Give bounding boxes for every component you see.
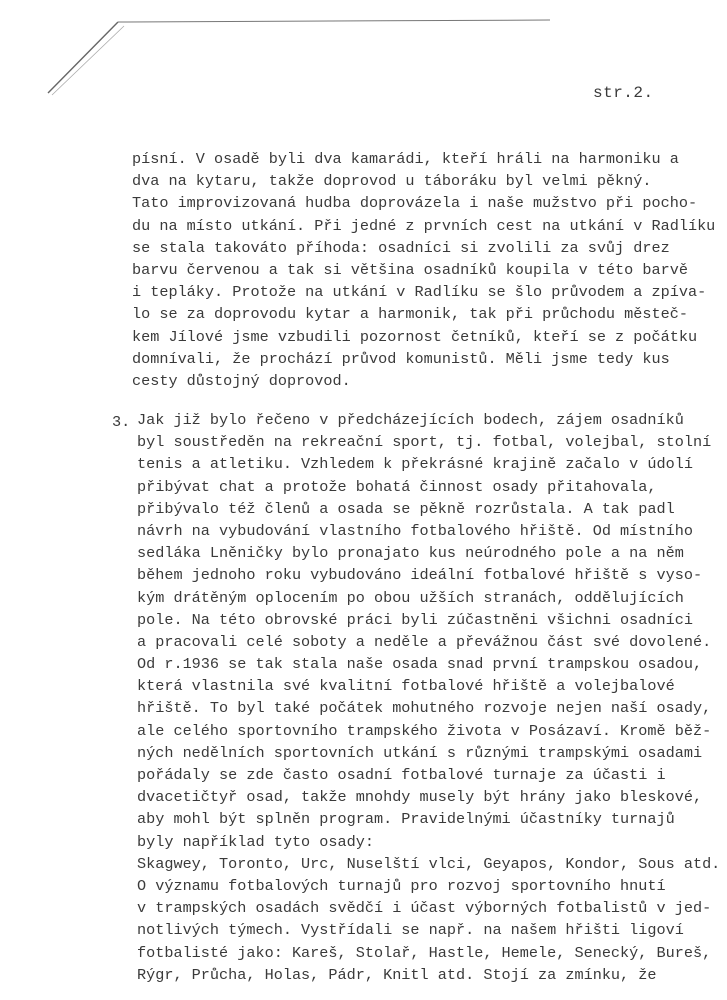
paragraph-2 bbox=[137, 409, 720, 986]
text-line: ných nedělních sportovních utkání s různými trampskými osadami bbox=[137, 743, 703, 762]
text-line: Od r.1936 se tak stala naše osada snad první trampskou osadou, bbox=[137, 655, 703, 674]
text-line: hřiště. To byl také počátek mohutného rozvoje nejen naší osady, bbox=[137, 699, 712, 718]
text-line: fotbalisté jako: Kareš, Stolař, Hastle, Hemele, Senecký, Bureš, bbox=[137, 943, 712, 962]
text-line: lo se za doprovodu kytar a harmonik, tak při průchodu městeč- bbox=[132, 305, 688, 324]
text-line: přibývalo též členů a osada se pěkně rozrůstala. A tak padl bbox=[137, 499, 675, 518]
text-line: návrh na vybudování vlastního fotbalového hřiště. Od místního bbox=[137, 521, 693, 540]
text-line: během jednoho roku vybudováno ideální fotbalové hřiště s vyso- bbox=[137, 566, 703, 585]
text-line: kým drátěným oplocením po obou užších stranách, oddělujících bbox=[137, 588, 684, 607]
text-line: která vlastnila své kvalitní fotbalové hřiště a volejbalové bbox=[137, 677, 675, 696]
text-line: O významu fotbalových turnajů pro rozvoj sportovního hnutí bbox=[137, 876, 666, 895]
text-line: byly například tyto osady: bbox=[137, 832, 374, 851]
text-line: i tepláky. Protože na utkání v Radlíku se šlo průvodem a zpíva- bbox=[132, 283, 707, 302]
text-line: sedláka Lněničky bylo pronajato kus neúrodného pole a na něm bbox=[137, 544, 684, 563]
text-line: Rýgr, Průcha, Holas, Pádr, Knitl atd. Stojí za zmínku, že bbox=[137, 965, 657, 984]
text-line: dvacetičtyř osad, takže mnohdy musely být hrány jako bleskové, bbox=[137, 788, 703, 807]
text-line: domnívali, že prochází průvod komunistů. Měli jsme tedy kus bbox=[132, 349, 670, 368]
text-line: tenis a atletiku. Vzhledem k překrásné krajině začalo v údolí bbox=[137, 455, 693, 474]
paragraph-1 bbox=[132, 148, 715, 392]
text-line: Tato improvizovaná hudba doprovázela i naše mužstvo při pocho- bbox=[132, 194, 698, 213]
text-line: se stala takováto příhoda: osadníci si zvolili za svůj drez bbox=[132, 238, 670, 257]
text-line: dva na kytaru, takže doprovod u táboráku byl velmi pěkný. bbox=[132, 172, 652, 191]
section-number: 3. bbox=[112, 413, 131, 431]
text-line: ale celého sportovního trampského života v Posázaví. Kromě běž- bbox=[137, 721, 712, 740]
text-line: v trampských osadách svědčí i účast výborných fotbalistů v jed- bbox=[137, 899, 712, 918]
text-line: pořádaly se zde často osadní fotbalové turnaje za účasti i bbox=[137, 766, 666, 784]
text-line: a pracovali celé soboty a neděle a převážnou část své dovolené. bbox=[137, 632, 712, 651]
text-line: barvu červenou a tak si většina osadníků koupila v této barvě bbox=[132, 260, 688, 279]
text-line: aby mohl být splněn program. Pravidelnými účastníky turnajů bbox=[137, 810, 675, 829]
text-line: pole. Na této obrovské práci byli zúčastněni všichni osadníci bbox=[137, 610, 693, 629]
text-line: přibývat chat a protože bohatá činnost osady přitahovala, bbox=[137, 477, 657, 496]
text-line: kem Jílové jsme vzbudili pozornost četníků, kteří se z počátku bbox=[132, 327, 698, 346]
text-line: byl soustředěn na rekreační sport, tj. fotbal, volejbal, stolní bbox=[137, 433, 712, 452]
page-number: str.2. bbox=[593, 84, 654, 102]
text-line: Skagwey, Toronto, Urc, Nuselští vlci, Geyapos, Kondor, Sous atd. bbox=[137, 854, 721, 873]
text-line: písní. V osadě byli dva kamarádi, kteří hráli na harmoniku a bbox=[132, 150, 679, 168]
text-line: notlivých týmech. Vystřídali se např. na našem hřišti ligoví bbox=[137, 921, 684, 940]
text-line: du na místo utkání. Při jedné z prvních cest na utkání v Radlíku bbox=[132, 216, 716, 235]
text-line: Jak již bylo řečeno v předcházejících bodech, zájem osadníků bbox=[137, 411, 684, 429]
text-line: cesty důstojný doprovod. bbox=[132, 371, 351, 390]
